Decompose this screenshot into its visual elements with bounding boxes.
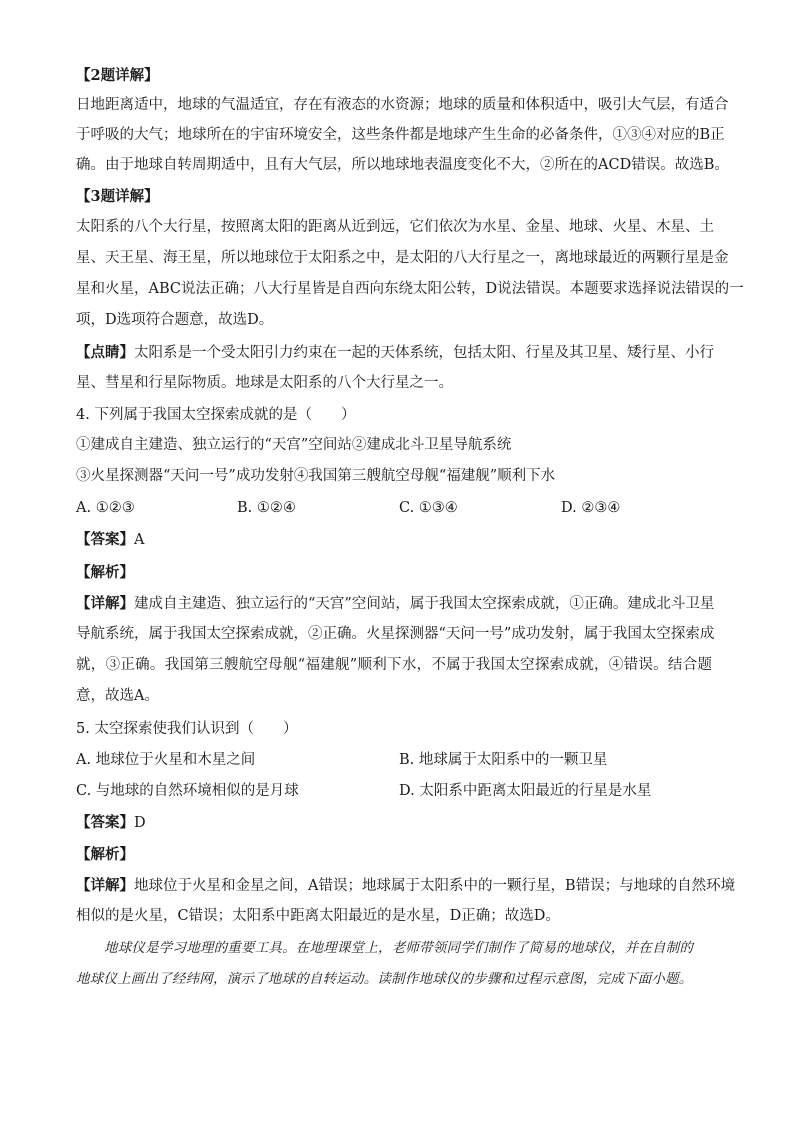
dianjing-line-2: 星、彗星和行星际物质。地球是太阳系的八个大行星之一。	[76, 375, 453, 391]
q4-option-a: A. ①②③	[76, 500, 135, 516]
dianjing-line-1	[76, 341, 712, 366]
q5-detail-tag: 【详解】	[76, 877, 134, 894]
dianjing-tag: 【点睛】	[76, 344, 134, 361]
q5-option-d: D. 太阳系中距离太阳最近的行星是水星	[399, 783, 652, 799]
q4-answer: A	[134, 532, 145, 548]
q4-detail-line-2: 导航系统，属于我国太空探索成就，②正确。火星探测器“天问一号”成功发射，属于我国太空探索成	[76, 626, 715, 642]
q4-items-2: ③火星探测器“天问一号”成功发射④我国第三艘航空母舰“福建舰”顺利下水	[76, 468, 556, 484]
q2-line-2: 于呼吸的大气；地球所在的宇宙环境安全，这些条件都是地球产生生命的必备条件，①③④对应的B正	[76, 127, 725, 143]
q4-option-b: B. ①②④	[237, 500, 296, 516]
q5-option-c: C. 与地球的自然环境相似的是月球	[76, 783, 299, 799]
q4-option-c: C. ①③④	[399, 500, 458, 516]
q4-stem: 4. 下列属于我国太空探索成就的是（ ）	[76, 407, 356, 423]
q4-detail-line-3: 就，③正确。我国第三艘航空母舰“福建舰”顺利下水，不属于我国太空探索成就，④错误。结合题	[76, 657, 712, 673]
intro-line-2: 地球仪上画出了经纬网，演示了地球的自转运动。读制作地球仪的步骤和过程示意图，完成下面小题。	[76, 971, 693, 987]
q2-line-1: 日地距离适中，地球的气温适宜，存在有液态的水资源；地球的质量和体积适中，吸引大气层，有适合	[76, 97, 729, 113]
q5-option-b: B. 地球属于太阳系中的一颗卫星	[399, 752, 608, 768]
dianjing-text-1: 太阳系是一个受太阳引力约束在一起的天体系统，包括太阳、行星及其卫星、矮行星、小行	[134, 345, 714, 361]
intro-line-1: 地球仪是学习地理的重要工具。在地理课堂上，老师带领同学们制作了简易的地球仪，并在自制的	[104, 940, 694, 956]
q5-answer-tag: 【答案】	[76, 814, 134, 831]
q5-detail-line-2: 相似的是火星，C错误；太阳系中距离太阳最近的是水星，D正确；故选D。	[76, 908, 560, 924]
q5-answer-line	[76, 811, 146, 836]
q4-detail-text-1: 建成自主建造、独立运行的“天宫”空间站，属于我国太空探索成就，①正确。建成北斗卫星	[134, 596, 715, 612]
q4-answer-tag: 【答案】	[76, 531, 134, 548]
q3-line-4: 项，D选项符合题意，故选D。	[76, 312, 274, 328]
q4-items-1: ①建成自主建造、独立运行的“天宫”空间站②建成北斗卫星导航系统	[76, 437, 512, 453]
q4-detail-line-4: 意，故选A。	[76, 688, 159, 704]
q4-option-d: D. ②③④	[561, 500, 621, 516]
q5-detail-line-1	[76, 874, 736, 899]
q2-line-3: 确。由于地球自转周期适中，且有大气层，所以地球地表温度变化不大，②所在的ACD错误。故选B。	[76, 157, 729, 173]
q5-detail-text-1: 地球位于火星和金星之间，A错误；地球属于太阳系中的一颗行星，B错误；与地球的自然环境	[134, 878, 736, 894]
q2-header: 【2题详解】	[76, 67, 159, 84]
q5-stem: 5. 太空探索使我们认识到（ ）	[76, 721, 298, 737]
q5-answer: D	[134, 815, 146, 831]
q3-header: 【3题详解】	[76, 188, 159, 205]
q4-detail-tag: 【详解】	[76, 595, 134, 612]
q4-analysis-tag: 【解析】	[76, 564, 134, 581]
q4-answer-line	[76, 528, 144, 553]
q3-line-1: 太阳系的八个大行星，按照离太阳的距离从近到远，它们依次为水星、金星、地球、火星、木星、土	[76, 219, 714, 235]
q4-detail-line-1	[76, 592, 715, 617]
q3-line-2: 星、天王星、海王星，所以地球位于太阳系之中，是太阳的八大行星之一，离地球最近的两颗行星是金	[76, 250, 729, 266]
q5-option-a: A. 地球位于火星和木星之间	[76, 752, 256, 768]
q3-line-3: 星和火星，ABC说法正确；八大行星皆是自西向东绕太阳公转，D说法错误。本题要求选择说法错误的一	[76, 281, 744, 297]
q5-analysis-tag: 【解析】	[76, 846, 134, 863]
